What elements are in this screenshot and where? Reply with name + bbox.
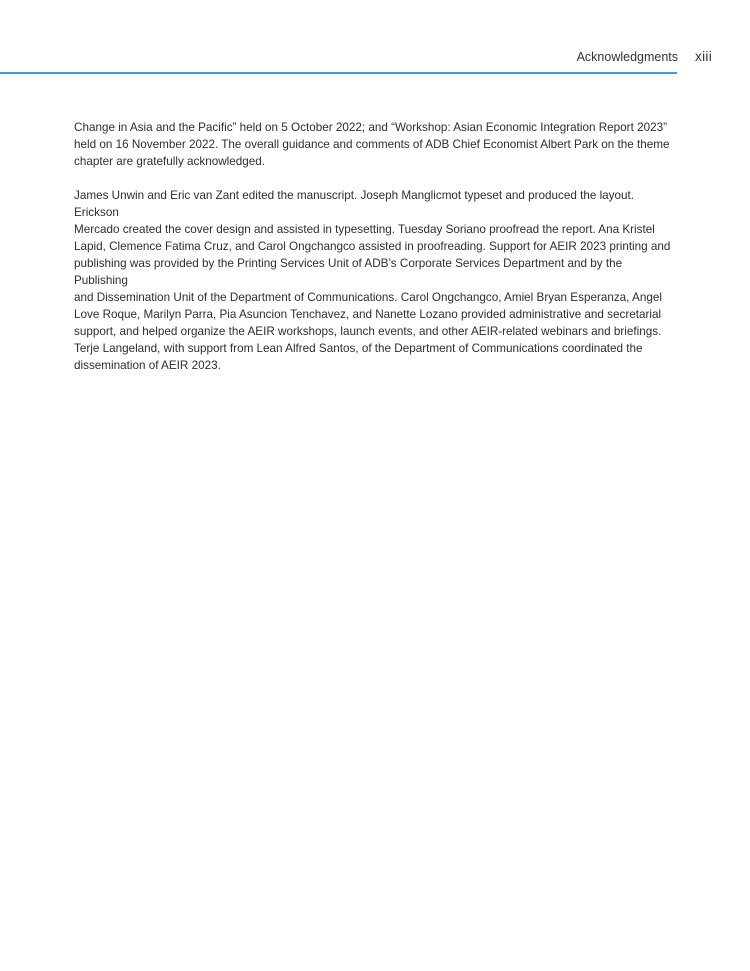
running-header xyxy=(577,49,712,64)
paragraph: Change in Asia and the Pacific” held on 5 October 2022; and “Workshop: Asian Economic Integration Report 2023” held on 16 November 2022. The overall guidance and comments of ADB Chief Economist Albert Park on the theme chapter are gratefully acknowledged. xyxy=(74,121,670,168)
section-title: Acknowledgments xyxy=(576,50,679,64)
header-rule xyxy=(0,72,677,74)
paragraph: James Unwin and Eric van Zant edited the manuscript. Joseph Manglicmot typeset and produced the layout. Erickson Mercado created the cover design and assisted in typesetting. Tuesday Soriano proofread the report. Ana Kristel Lapid, Clemence Fatima Cruz, and Carol Ongchangco assisted in proofreading. Support for AEIR 2023 printing and publishing was provided by the Printing Services Unit of ADB’s Corporate Services Department and by the Publishing and Dissemination Unit of the Department of Communications. Carol Ongchangco, Amiel Bryan Esperanza, Angel Love Roque, Marilyn Parra, Pia Asuncion Tenchavez, and Nanette Lozano provided administrative and secretarial support, and helped organize the AEIR workshops, launch events, and other AEIR-related webinars and briefings. Terje Langeland, with support from Lean Alfred Santos, of the Department of Communications coordinated the dissemination of AEIR 2023. xyxy=(74,189,671,372)
body-text xyxy=(74,119,674,391)
page-number: xiii xyxy=(695,49,712,64)
